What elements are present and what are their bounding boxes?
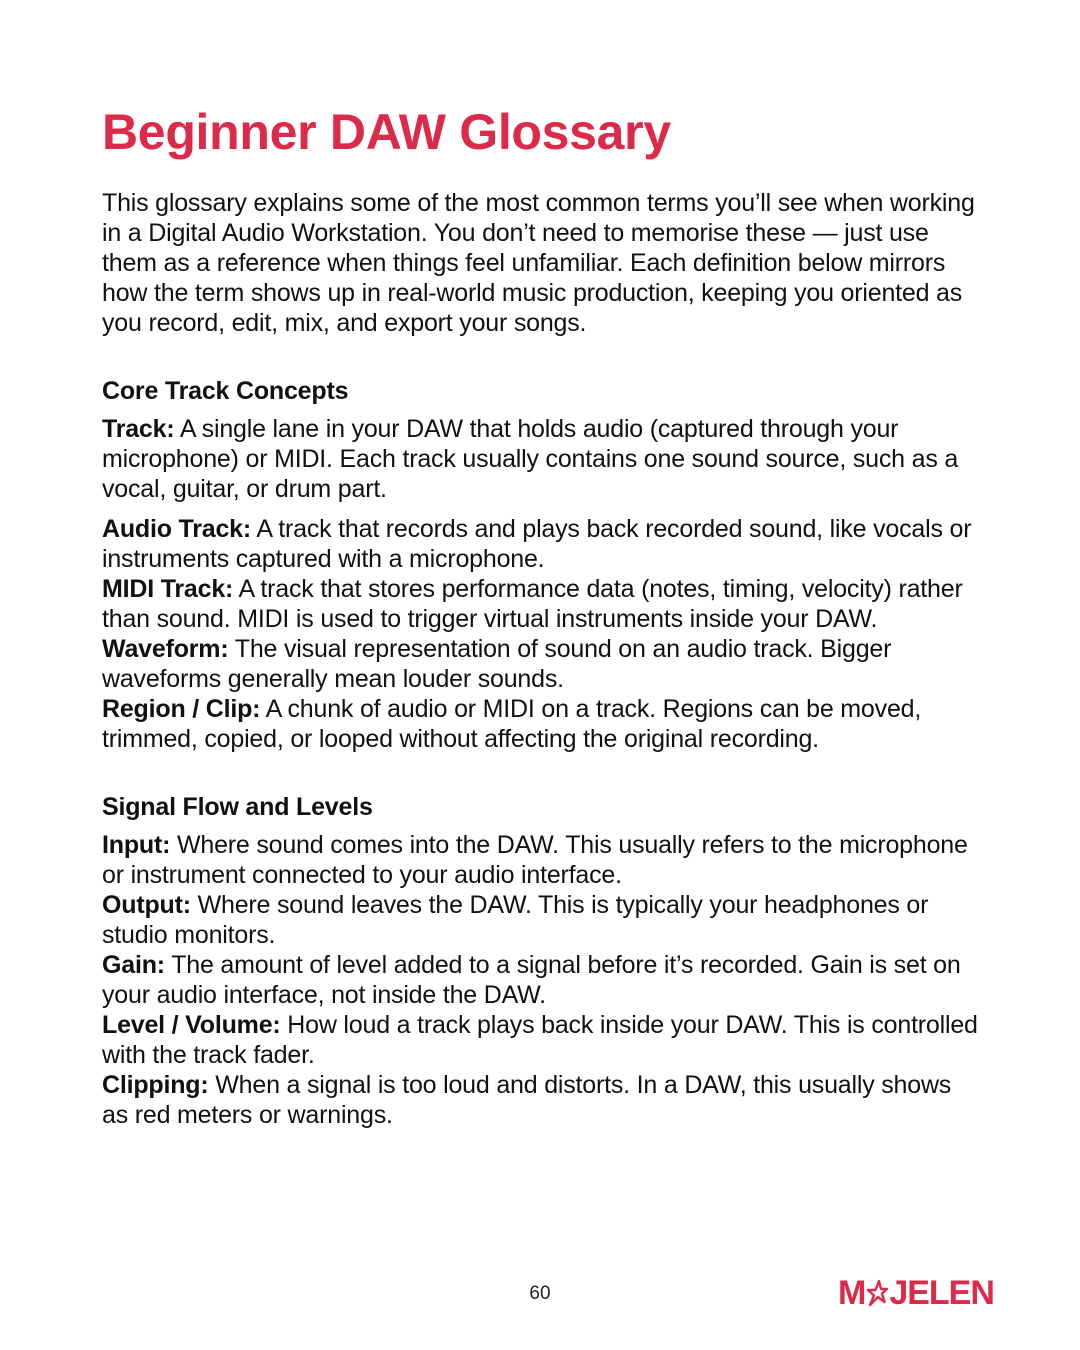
- glossary-definition: How loud a track plays back inside your DAW. This is controlled with the track fader.: [102, 1011, 978, 1069]
- glossary-entry-level-volume: [102, 1010, 982, 1070]
- section-heading-core-track: Core Track Concepts: [102, 377, 349, 405]
- glossary-term: MIDI Track:: [102, 575, 234, 603]
- page-content: [102, 100, 982, 1130]
- glossary-term: Region / Clip:: [102, 695, 261, 723]
- glossary-entry-output: [102, 890, 982, 950]
- section-heading-signal-flow: Signal Flow and Levels: [102, 793, 373, 821]
- glossary-entry-gain: [102, 950, 982, 1010]
- glossary-term: Level / Volume:: [102, 1011, 281, 1039]
- brand-logo: [838, 1275, 994, 1311]
- glossary-term: Waveform:: [102, 635, 229, 663]
- glossary-definition: A single lane in your DAW that holds audio (captured through your microphone) or MIDI. Each track usually contains one sound source, such as a vocal, guitar, or drum part.: [102, 415, 959, 503]
- glossary-entry-midi-track: [102, 574, 982, 634]
- glossary-definition: When a signal is too loud and distorts. In a DAW, this usually shows as red meters or warnings.: [102, 1071, 952, 1129]
- glossary-definition: Where sound leaves the DAW. This is typically your headphones or studio monitors.: [102, 891, 929, 949]
- glossary-definition: A track that records and plays back recorded sound, like vocals or instruments captured with a microphone.: [102, 515, 972, 573]
- glossary-term: Output:: [102, 891, 191, 919]
- glossary-entry-region-clip: [102, 694, 982, 754]
- glossary-term: Input:: [102, 831, 171, 859]
- glossary-entry-audio-track: [102, 514, 982, 574]
- page-number: 60: [529, 1283, 551, 1304]
- glossary-definition: Where sound comes into the DAW. This usually refers to the microphone or instrument connected to your audio interface.: [102, 831, 968, 889]
- intro-paragraph: This glossary explains some of the most common terms you’ll see when working in a Digital Audio Workstation. You don’t need to memorise these — just use them as a reference when things feel unfamiliar. Each definition below mirrors how the term shows up in real-world music production, keeping you oriented as you record, edit, mix, and export your songs.: [102, 189, 975, 337]
- page-title: Beginner DAW Glossary: [102, 104, 671, 160]
- glossary-entry-track: [102, 414, 982, 504]
- star-icon: [866, 1278, 888, 1308]
- glossary-entry-input: [102, 830, 982, 890]
- logo-text-right: JELEN: [889, 1274, 994, 1312]
- logo-text-left: M: [838, 1274, 866, 1312]
- glossary-term: Audio Track:: [102, 515, 252, 543]
- glossary-entry-waveform: [102, 634, 982, 694]
- glossary-entry-clipping: [102, 1070, 982, 1130]
- glossary-term: Track:: [102, 415, 175, 443]
- glossary-term: Clipping:: [102, 1071, 209, 1099]
- glossary-definition: A track that stores performance data (notes, timing, velocity) rather than sound. MIDI is used to trigger virtual instruments inside your DAW.: [102, 575, 963, 633]
- glossary-definition: A chunk of audio or MIDI on a track. Regions can be moved, trimmed, copied, or looped without affecting the original recording.: [102, 695, 922, 753]
- glossary-term: Gain:: [102, 951, 165, 979]
- glossary-definition: The amount of level added to a signal before it’s recorded. Gain is set on your audio interface, not inside the DAW.: [102, 951, 961, 1009]
- glossary-definition: The visual representation of sound on an audio track. Bigger waveforms generally mean louder sounds.: [102, 635, 892, 693]
